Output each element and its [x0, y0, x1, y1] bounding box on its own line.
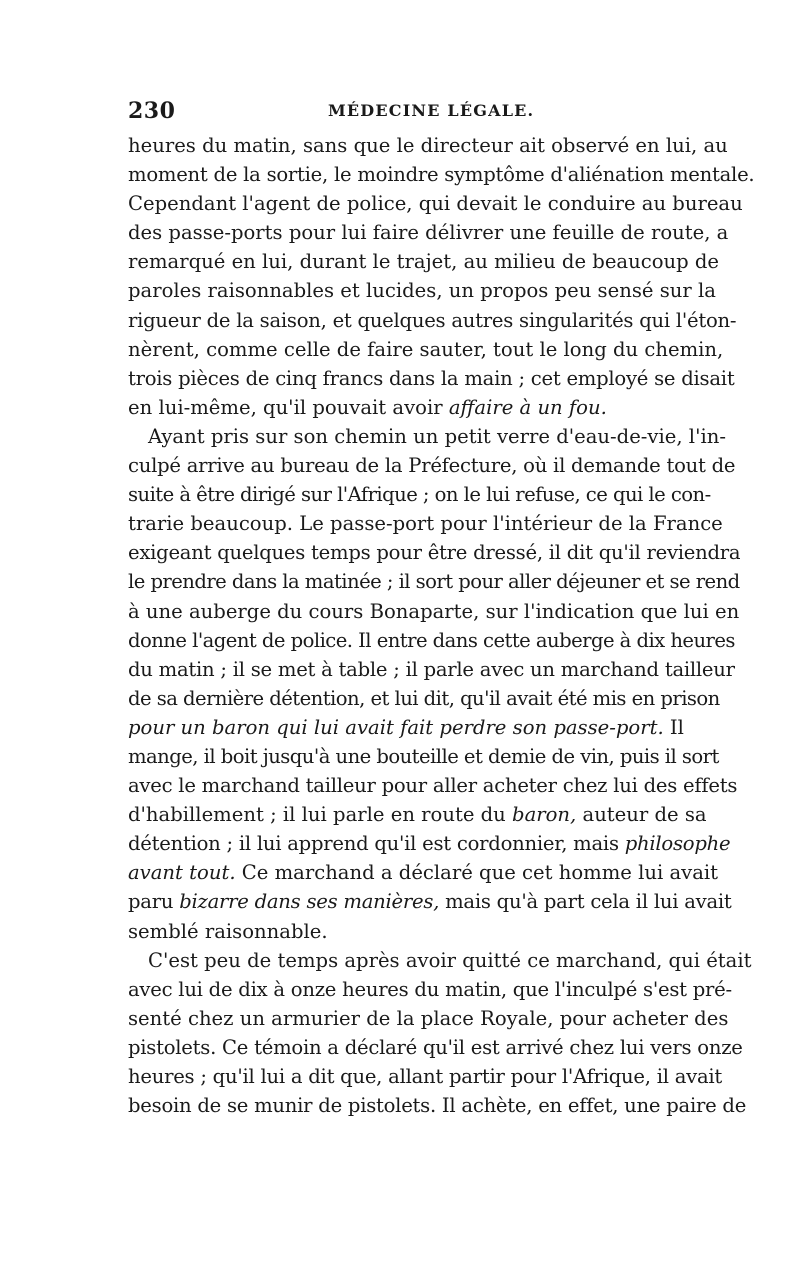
text-line: mange, il boit jusqu'à une bouteille et demie de vin, puis il sort — [128, 744, 719, 768]
text-line: suite à être dirigé sur l'Afrique ; on le lui refuse, ce qui le con- — [128, 483, 711, 507]
text-line: pistolets. Ce témoin a déclaré qu'il est arrivé chez lui vers onze — [128, 1035, 743, 1059]
text-line: avec lui de dix à onze heures du matin, que l'inculpé s'est pré- — [128, 977, 732, 1001]
text-line — [128, 829, 731, 858]
text-line — [128, 887, 732, 916]
text-line: Cependant l'agent de police, qui devait le conduire au bureau — [128, 192, 743, 216]
text-line: de sa dernière détention, et lui dit, qu'il avait été mis en prison — [128, 686, 720, 710]
text-line: à une auberge du cours Bonaparte, sur l'indication que lui en — [128, 599, 740, 623]
text-line: trois pièces de cinq francs dans la main ; cet employé se disait — [128, 366, 735, 390]
text-line: paroles raisonnables et lucides, un propos peu sensé sur la — [128, 279, 716, 303]
italic-phrase: bizarre dans ses manières, — [179, 890, 440, 914]
text-line: avec le marchand tailleur pour aller acheter chez lui des effets — [128, 774, 738, 798]
text-fragment: détention ; il lui apprend qu'il est cordonnier, mais — [128, 832, 625, 856]
text-line: trarie beaucoup. Le passe-port pour l'intérieur de la France — [128, 512, 723, 536]
text-line: nèrent, comme celle de faire sauter, tout le long du chemin, — [128, 337, 724, 361]
text-line: du matin ; il se met à table ; il parle avec un marchand tailleur — [128, 657, 735, 681]
text-line: senté chez un armurier de la place Royale, pour acheter des — [128, 1006, 729, 1030]
paragraph-3 — [128, 946, 752, 1121]
running-title: MÉDECINE LÉGALE. — [328, 101, 535, 120]
text-line: remarqué en lui, durant le trajet, au milieu de beaucoup de — [128, 250, 720, 274]
italic-phrase: pour un baron qui lui avait fait perdre son passe-port. — [128, 715, 664, 739]
text-line — [128, 713, 684, 742]
text-line: besoin de se munir de pistolets. Il achète, en effet, une paire de — [128, 1094, 747, 1118]
text-fragment: mais qu'à part cela il lui avait — [439, 890, 732, 914]
text-fragment: auteur de sa — [576, 803, 707, 827]
text-line: Ayant pris sur son chemin un petit verre d'eau-de-vie, l'in- — [148, 424, 726, 448]
italic-phrase: philosophe — [624, 832, 731, 856]
body-text — [128, 131, 755, 1120]
text-line: moment de la sortie, le moindre symptôme d'aliénation mentale. — [128, 163, 755, 187]
text-line: heures du matin, sans que le directeur ait observé en lui, au — [128, 134, 728, 157]
text-line: rigueur de la saison, et quelques autres singularités qui l'éton- — [128, 308, 737, 332]
text-line: semblé raisonnable. — [128, 919, 328, 943]
text-line: heures ; qu'il lui a dit que, allant partir pour l'Afrique, il avait — [128, 1065, 723, 1088]
text-line: exigeant quelques temps pour être dressé, il dit qu'il reviendra — [128, 541, 741, 565]
text-line: C'est peu de temps après avoir quitté ce marchand, qui était — [148, 948, 752, 972]
text-fragment: en lui-même, qu'il pouvait avoir — [128, 395, 449, 419]
italic-phrase: affaire à un fou. — [448, 395, 607, 419]
text-line: le prendre dans la matinée ; il sort pour aller déjeuner et se rend — [128, 570, 740, 594]
page-number: 230 — [128, 98, 176, 124]
text-fragment: Ce marchand a déclaré que cet homme lui avait — [235, 861, 719, 885]
paragraph-1 — [128, 131, 755, 422]
text-line — [128, 393, 673, 422]
text-fragment: d'habillement ; il lui parle en route du — [128, 803, 513, 827]
text-line — [128, 858, 719, 887]
italic-phrase: avant tout. — [128, 861, 236, 885]
page-header — [128, 98, 684, 128]
text-fragment: paru — [128, 890, 180, 914]
text-line: culpé arrive au bureau de la Préfecture, où il demande tout de — [128, 454, 736, 478]
paragraph-2 — [128, 422, 741, 946]
text-line — [128, 800, 707, 829]
italic-phrase: baron, — [512, 803, 577, 827]
text-line: des passe-ports pour lui faire délivrer une feuille de route, a — [128, 221, 729, 245]
text-line: donne l'agent de police. Il entre dans cette auberge à dix heures — [128, 628, 735, 652]
text-fragment: Il — [663, 715, 684, 739]
